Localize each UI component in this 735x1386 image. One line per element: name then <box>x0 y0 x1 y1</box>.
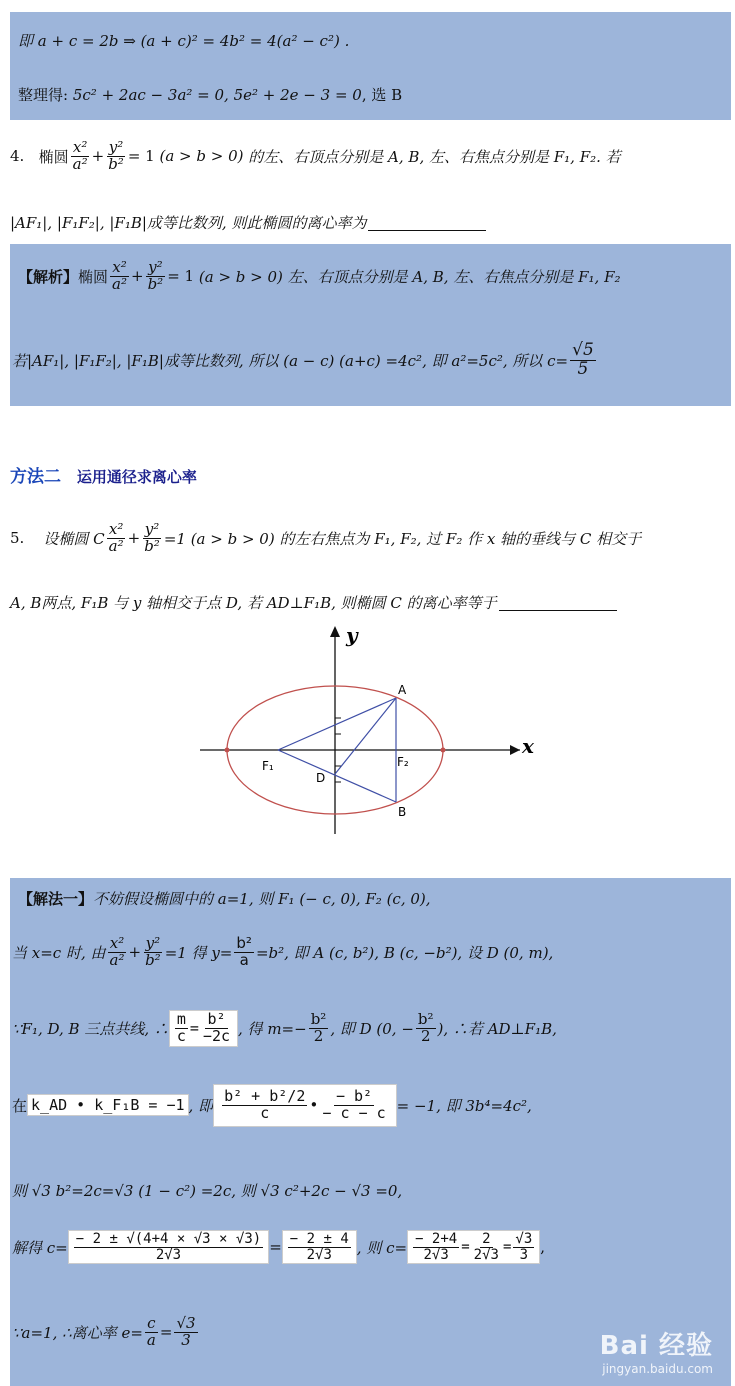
question-4-text1: 的左、右顶点分别是 A, B, 左、右焦点分别是 F₁, F₂. 若 <box>248 147 621 166</box>
block3-line1-text: 不妨假设椭圆中的 a=1, 则 F₁ (− c, 0), F₂ (c, 0), <box>93 890 431 908</box>
left-vertex <box>225 748 230 753</box>
block1-line2-math: 5c² + 2ac − 3a² = 0, 5e² + 2e − 3 = 0 <box>72 85 362 104</box>
method-1-tag: 【解法一】 <box>18 890 94 908</box>
block3-line7-pre: ∵a=1, ∴离心率 e= <box>12 1323 143 1342</box>
block3-line4-mid: , 即 <box>188 1096 214 1115</box>
solution-block-1 <box>10 12 731 120</box>
label-B: B <box>398 805 407 819</box>
block3-line6-mid: , 则 c= <box>356 1238 408 1257</box>
block2-pre: 椭圆 <box>78 267 109 286</box>
question-5-line2-text: A, B两点, F₁B 与 y 轴相交于点 D, 若 AD⊥F₁B, 则椭圆 C 的离心率等于 <box>10 594 497 612</box>
slope-expression-box: $\frac{\text{b² + b²/2}}{c}$ • $\frac{\text{− b²}}{- c - c}$ <box>213 1084 397 1127</box>
block3-y-frac: $\frac{\text{y²}}{\text{b²}}$ <box>145 934 161 969</box>
block3-line7 <box>12 1316 200 1349</box>
answer-blank-5[interactable] <box>499 594 617 611</box>
question-5-line2 <box>10 592 617 613</box>
block3-line2-pre: 当 x=c 时, 由 <box>12 943 106 962</box>
block3-line4-pre: 在 <box>12 1096 28 1115</box>
solution-block-2 <box>10 244 731 406</box>
ellipse-eq-plus: + <box>91 147 105 166</box>
slope-product-box: k_AD • k_F₁B = −1 <box>27 1094 189 1116</box>
block3-line5-text: 则 √3 b²=2c=√3 (1 − c²) =2c, 则 √3 c²+2c − √3 =0, <box>12 1182 403 1200</box>
label-A: A <box>398 683 407 697</box>
block3-d-frac: $\frac{\text{b²}}{2}$ <box>417 1010 434 1045</box>
question-5-pre: 设椭圆 C <box>43 529 105 548</box>
block3-line3-post: ), ∴若 AD⊥F₁B, <box>437 1019 557 1038</box>
label-F1: F₁ <box>262 759 274 773</box>
block3-x-frac: $\frac{\text{x²}}{\text{a²}}$ <box>109 934 125 969</box>
ellipse-eq-equals: = 1 <box>127 147 155 166</box>
y-axis-label: y <box>346 623 358 647</box>
block3-line6-pre: 解得 c= <box>12 1238 68 1257</box>
question-4-line1 <box>10 140 621 173</box>
right-vertex <box>441 748 446 753</box>
ellipse-eq-x-frac: $\frac{\text{x²}}{\text{a²}}$ <box>72 138 88 173</box>
question-5-number: 5. <box>10 529 25 548</box>
block2-line1 <box>18 260 621 293</box>
block2-line1-text: (a > b > 0) 左、右顶点分别是 A, B, 左、右焦点分别是 F₁, F₂ <box>198 267 621 286</box>
block3-line4-post: = −1, 即 3b⁴=4c², <box>396 1096 532 1115</box>
baidu-watermark <box>600 1325 713 1376</box>
block1-line1-text: 即 a + c = 2b ⇒ (a + c)² = 4b² = 4(a² − c²) . <box>18 32 350 50</box>
label-F2: F₂ <box>397 755 409 769</box>
final-solution-box: $\frac{- 2+4}{2√3}$ = $\frac{2}{2√3}$ = $\frac{√3}{3}$ <box>407 1230 540 1264</box>
question-5-eq-tail: =1 (a > b > 0) 的左右焦点为 F₁, F₂, 过 F₂ 作 x 轴的垂线与 C 相交于 <box>163 529 642 548</box>
block3-line2 <box>12 936 553 969</box>
question-4-condition: (a > b > 0) <box>159 147 244 166</box>
watermark-logo: Bai 经验 <box>599 1331 713 1361</box>
x-axis-arrow <box>510 745 520 755</box>
block3-m-frac: $\frac{\text{b²}}{2}$ <box>310 1010 327 1045</box>
block3-b2-over-a: $\frac{\text{b²}}{a}$ <box>236 934 252 969</box>
line-F1-B <box>278 750 396 802</box>
block3-line6-eq: = <box>269 1238 282 1257</box>
block1-line2-suffix: , 选 B <box>361 86 403 104</box>
method-2-heading <box>10 462 197 487</box>
eccentricity-frac-1: $\frac{c}{a}$ <box>146 1314 156 1349</box>
simplified-solution-box: $\frac{- 2 \pm 4}{2√3}$ <box>282 1230 357 1264</box>
question-4-line2 <box>10 212 486 233</box>
question-5-line1 <box>10 522 641 555</box>
block3-line7-eq: = <box>159 1323 173 1342</box>
block2-eq: = 1 <box>167 267 195 286</box>
block3-line3-pre: ∵F₁, D, B 三点共线, ∴ <box>12 1019 169 1038</box>
analysis-tag: 【解析】 <box>18 267 79 286</box>
question-4-pre: 椭圆 <box>38 147 69 166</box>
block2-line2-text: 若|AF₁|, |F₁F₂|, |F₁B|成等比数列, 所以 (a − c) (a+c) =4c², 即 a²=5c², 所以 c= <box>12 351 569 370</box>
block3-plus: + <box>128 943 142 962</box>
block3-line4 <box>12 1084 532 1127</box>
x-axis-label: x <box>522 734 534 758</box>
q5-plus: + <box>127 529 141 548</box>
answer-blank-4[interactable] <box>368 214 486 231</box>
watermark-url: jingyan.baidu.com <box>602 1362 713 1376</box>
block2-line2 <box>12 342 598 379</box>
collinear-equation-box: $\frac{m}{c}$ = $\frac{\text{b²}}{-2c}$ <box>169 1010 238 1047</box>
eccentricity-frac-2: $\frac{√3}{3}$ <box>176 1314 196 1349</box>
q5-y-frac: $\frac{\text{y²}}{\text{b²}}$ <box>144 520 160 555</box>
line-F1-A <box>278 698 396 750</box>
line-A-D <box>335 698 396 774</box>
method-2-subtitle: 运用通径求离心率 <box>76 468 197 486</box>
block1-line2-prefix: 整理得: <box>18 86 69 104</box>
block3-line2-mid: =1 得 y= <box>164 943 233 962</box>
block3-line5 <box>12 1180 402 1201</box>
block3-line6 <box>12 1230 545 1264</box>
block3-line2-post: =b², 即 A (c, b²), B (c, −b²), 设 D (0, m), <box>255 943 554 962</box>
question-4-text2: |AF₁|, |F₁F₂|, |F₁B|成等比数列, 则此椭圆的离心率为 <box>10 214 367 232</box>
ellipse-eq-y-frac: $\frac{\text{y²}}{\text{b²}}$ <box>108 138 124 173</box>
block3-line3-mid2: , 即 D (0, − <box>330 1019 414 1038</box>
block3-line1 <box>18 888 431 909</box>
solution-block-3 <box>10 878 731 1386</box>
block3-line6-end: , <box>540 1238 546 1257</box>
block3-line3 <box>12 1010 557 1047</box>
block2-x-frac: $\frac{\text{x²}}{\text{a²}}$ <box>112 258 127 293</box>
block1-line1 <box>18 30 349 51</box>
block2-plus: + <box>131 267 144 286</box>
block1-line2 <box>18 84 402 105</box>
block3-line3-mid: , 得 m=− <box>238 1019 307 1038</box>
label-D: D <box>316 771 326 785</box>
block2-y-frac: $\frac{\text{y²}}{\text{b²}}$ <box>147 258 164 293</box>
ellipse-figure <box>190 622 550 842</box>
method-2-title: 方法二 <box>10 467 61 487</box>
quadratic-solution-box: $\frac{- 2 \pm √(4+4 \times √3 \times √3)}{2√3}$ <box>68 1230 269 1264</box>
y-axis-arrow <box>330 626 340 637</box>
q5-x-frac: $\frac{\text{x²}}{\text{a²}}$ <box>108 520 124 555</box>
question-4-number: 4. <box>10 147 25 166</box>
block2-answer-frac: $\frac{√5}{5}$ <box>572 340 594 379</box>
